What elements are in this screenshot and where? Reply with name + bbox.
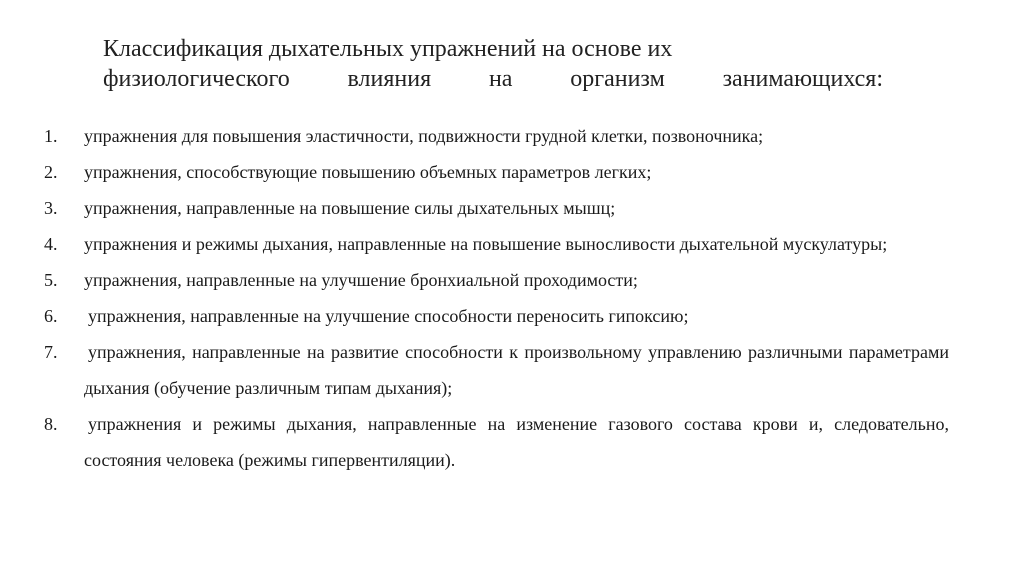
list-item [44,154,949,190]
list-item-number: 2. [44,162,58,182]
list-item-number: 7. [44,342,58,362]
exercise-classification-list [44,118,949,478]
list-item [44,262,949,298]
list-item-text: упражнения, направленные на улучшение бронхиальной проходимости; [84,270,638,290]
title-line-2: физиологического влияния на организм занимающихся: [103,66,883,92]
list-item-number: 5. [44,270,58,290]
list-item-number: 4. [44,234,58,254]
list-item-number: 8. [44,414,58,434]
title-line-1: Классификация дыхательных упражнений на основе их [103,36,673,62]
list-item [44,334,949,406]
list-item [44,226,949,262]
list-item-text: упражнения для повышения эластичности, подвижности грудной клетки, позвоночника; [84,126,764,146]
list-item [44,298,949,334]
list-item-text: упражнения, направленные на улучшение способности переносить гипоксию; [88,306,689,326]
list-item-number: 6. [44,306,58,326]
list-item [44,406,949,478]
slide-title [103,34,883,94]
list-item-text: упражнения и режимы дыхания, направленные на повышение выносливости дыхательной мускулатуры; [84,234,888,254]
list-item-text: упражнения и режимы дыхания, направленные на изменение газового состава крови и, следовательно, состояния человека (режимы гипервентиляции). [84,414,949,470]
list-item-number: 3. [44,198,58,218]
list-item [44,190,949,226]
list-item [44,118,949,154]
list-item-text: упражнения, способствующие повышению объемных параметров легких; [84,162,652,182]
list-item-text: упражнения, направленные на повышение силы дыхательных мышц; [84,198,616,218]
list-item-number: 1. [44,126,58,146]
list-item-text: упражнения, направленные на развитие способности к произвольному управлению различными параметрами дыхания (обучение различным типам дыхания); [84,342,949,398]
